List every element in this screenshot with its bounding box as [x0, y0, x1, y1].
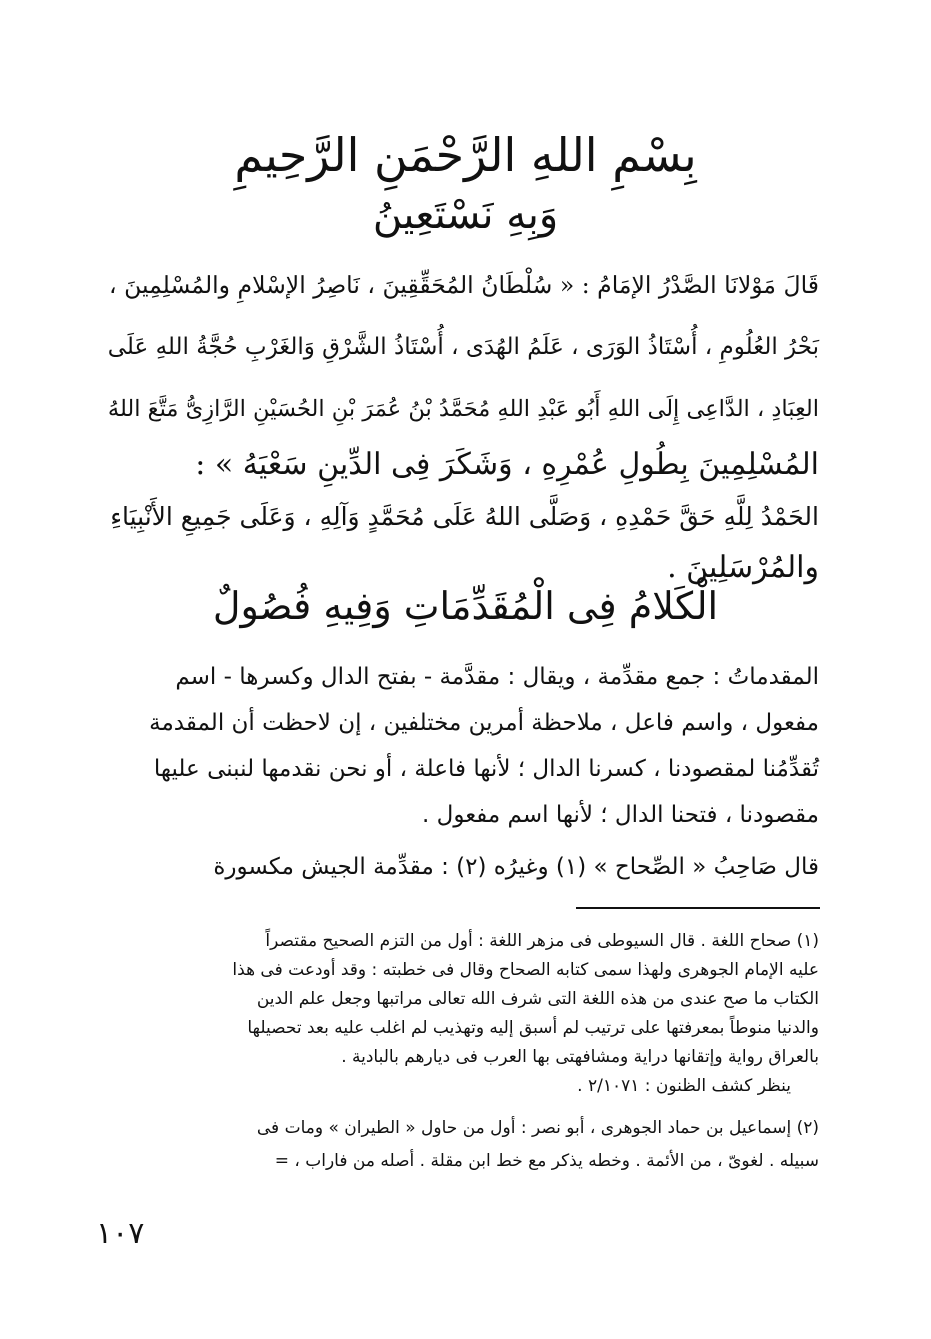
- footnote-line: (١) صحاح اللغة . قال السيوطى فى مزهر اللغة : أول من التزم الصحيح مقتصراً: [265, 931, 819, 951]
- intro-line: بَحْرُ العُلُومِ ، أُسْتَاذُ الوَرَى ، عَلَمُ الهُدَى ، أُسْتَاذُ الشَّرْقِ وَالغَرْبِ حُجَّةُ اللهِ عَلَى: [107, 334, 819, 360]
- intro-line: قَالَ مَوْلانَا الصَّدْرُ الإمَامُ : « سُلْطَانُ المُحَقِّقِينَ ، نَاصِرُ الإسْلامِ والمُسْلِمِينَ ،: [109, 271, 819, 299]
- basmala-heading: بِسْمِ اللهِ الرَّحْمَنِ الرَّحِيمِ: [234, 128, 697, 182]
- section-title: الْكَلامُ فِى الْمُقَدِّمَاتِ وَفِيهِ فُصُولٌ: [212, 584, 719, 628]
- footnote-line: سبيله . لغوىّ ، من الأئمة . وخطه يذكر مع خط ابن مقلة . أصله من فاراب ، =: [274, 1151, 819, 1171]
- page-number: ١٠٧: [96, 1216, 145, 1251]
- commentary-line: تُقدِّمُنا لمقصودنا ، كسرنا الدال ؛ لأنها فاعلة ، أو نحن نقدمها لنبنى عليها: [153, 756, 819, 782]
- footnote-line: (٢) إسماعيل بن حماد الجوهرى ، أبو نصر : أول من حاول « الطيران » ومات فى: [256, 1118, 819, 1138]
- praise-line: والمُرْسَلِينَ .: [667, 550, 819, 585]
- footnote-line: ينظر كشف الظنون : ٢/١٠٧١ .: [577, 1076, 791, 1096]
- intro-line: العِبَادِ ، الدَّاعِى إِلَى اللهِ أَبُو عَبْدِ اللهِ مُحَمَّدُ بْنُ عُمَرَ بْنِ الحُسَيْنِ الرَّازِىُّ مَتَّعَ اللهُ: [107, 396, 819, 422]
- commentary-line: المقدماتُ : جمع مقدِّمة ، ويقال : مقدَّمة - بفتح الدال وكسرها - اسم: [175, 664, 819, 690]
- commentary-line: مفعول ، واسم فاعل ، ملاحظة أمرين مختلفين ، إن لاحظت أن المقدمة: [149, 710, 819, 736]
- footnote-line: عليه الإمام الجوهرى ولهذا سمى كتابه الصحاح وقال فى خطبته : وقد أودعت فى هذا: [232, 960, 819, 980]
- footnote-line: والدنيا منوطاً بمعرفتها على ترتيب لم أسبق إليه وتهذيب لم اغلب عليه بعد تحصيلها: [247, 1018, 819, 1038]
- footnote-line: الكتاب ما صح عندى من هذه اللغة التى شرف الله تعالى مراتبها وجعل علم الدين: [256, 989, 819, 1009]
- commentary-line: مقصودنا ، فتحنا الدال ؛ لأنها اسم مفعول .: [421, 802, 819, 828]
- footnote-line: بالعراق رواية وإتقانها دراية ومشافهتى بها العرب فى ديارهم بالبادية .: [341, 1047, 819, 1067]
- intro-line: المُسْلِمِينَ بِطُولِ عُمْرِهِ ، وَشَكَرَ فِى الدِّينِ سَعْيَهُ » :: [195, 447, 819, 482]
- commentary-line: قال صَاحِبُ « الصِّحاح » (١) وغيرُه (٢) : مقدِّمة الجيش مكسورة: [213, 854, 819, 880]
- footnote-divider: [576, 907, 820, 909]
- subtitle-heading: وَبِهِ نَسْتَعِينُ: [372, 192, 559, 238]
- praise-line: الحَمْدُ لِلَّهِ حَقَّ حَمْدِهِ ، وَصَلَّى اللهُ عَلَى مُحَمَّدٍ وَآلِهِ ، وَعَلَى جَمِيعِ الأَنْبِيَاءِ: [110, 502, 819, 531]
